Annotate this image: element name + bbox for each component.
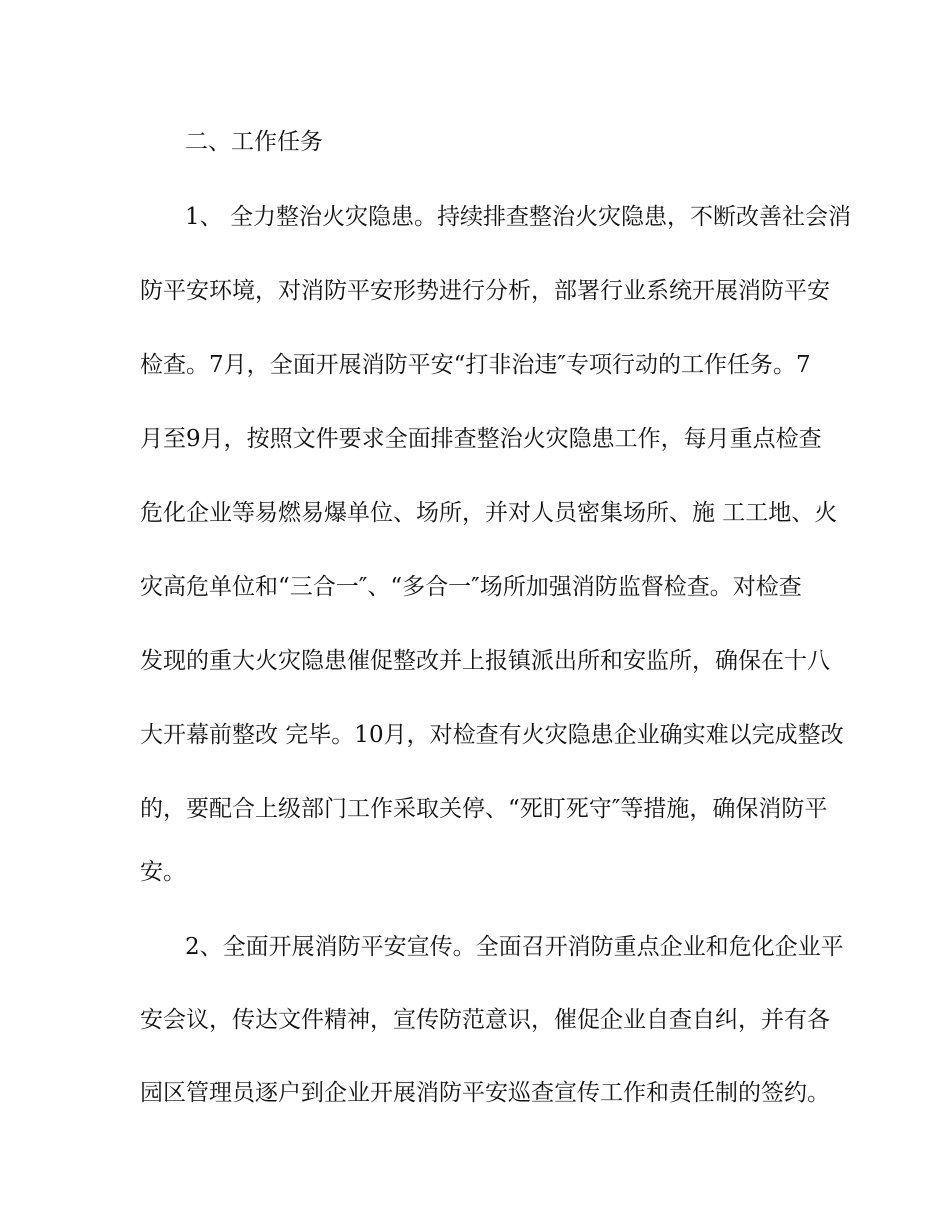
paragraph-1-line-9: 的，要配合上级部门工作采取关停、“死盯死守″等措施，确保消防平 <box>140 796 828 822</box>
paragraph-2-line-2: 安会议，传达文件精神，宣传防范意识，催促企业自查自纠，并有各 <box>140 1007 830 1033</box>
section-heading: 二、工作任务 <box>185 129 323 155</box>
paragraph-1-line-5: 危化企业等易燃易爆单位、场所，并对人员密集场所、施 工工地、火 <box>140 500 838 526</box>
paragraph-1-line-7: 发现的重大火灾隐患催促整改并上报镇派出所和安监所，确保在十八 <box>140 648 830 674</box>
paragraph-1-line-10: 安。 <box>140 859 186 885</box>
paragraph-1-line-4: 月至9月，按照文件要求全面排查整治火灾隐患工作，每月重点检查 <box>140 426 822 452</box>
paragraph-1-line-1: 1、 全力整治火灾隐患。持续排查整治火灾隐患，不断改善社会消 <box>185 204 851 230</box>
paragraph-2-line-1: 2、全面开展消防平安宣传。全面召开消防重点企业和危化企业平 <box>185 934 844 960</box>
paragraph-1-line-2: 防平安环境，对消防平安形势进行分析，部署行业系统开展消防平安 <box>140 278 830 304</box>
paragraph-1-line-8: 大开幕前整改 完毕。10月，对检查有火灾隐患企业确实难以完成整改 <box>140 722 844 748</box>
paragraph-1-line-3: 检查。7月，全面开展消防平安“打非治违″专项行动的工作任务。7 <box>140 352 811 378</box>
paragraph-1-line-6: 灾高危单位和“三合一″、“多合一″场所加强消防监督检查。对检查 <box>140 574 802 600</box>
paragraph-2-line-3: 园区管理员逐户到企业开展消防平安巡查宣传工作和责任制的签约。 <box>140 1080 830 1106</box>
